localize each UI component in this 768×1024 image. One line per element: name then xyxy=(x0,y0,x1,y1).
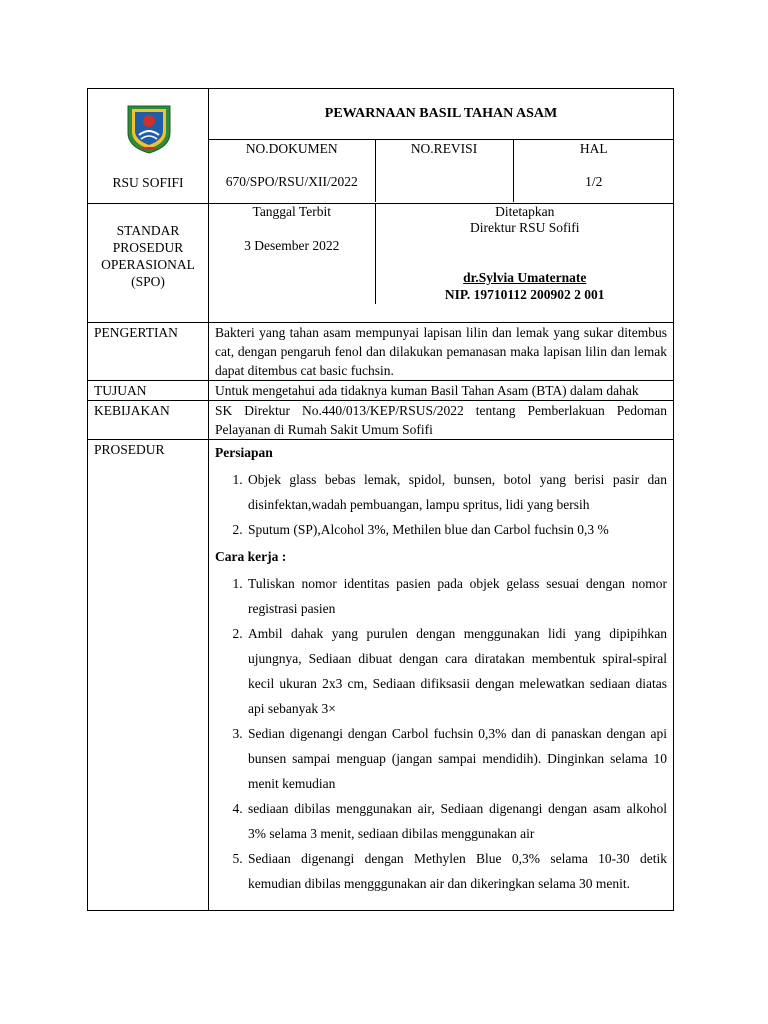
document-number-cell xyxy=(209,140,375,202)
revision-number-label: NO.REVISI xyxy=(410,141,478,156)
spo-label-line1: STANDAR xyxy=(116,223,180,238)
list-item: 1. Tuliskan nomor identitas pasien pada objek gelass sesuai dengan nomor registrasi pasien xyxy=(246,571,667,621)
document-number-label: NO.DOKUMEN xyxy=(245,141,338,156)
document-meta-table xyxy=(209,140,674,202)
issue-date-cell xyxy=(209,204,375,304)
hospital-name: RSU SOFIFI xyxy=(112,175,184,190)
approver-nip: NIP. 19710112 200902 2 001 xyxy=(444,287,605,302)
approval-line1: Ditetapkan xyxy=(495,204,555,219)
page-number-label: HAL xyxy=(579,141,608,156)
page-number-cell xyxy=(513,140,674,202)
spo-document-table xyxy=(87,88,674,911)
tujuan-label: TUJUAN xyxy=(88,381,209,401)
prosedur-label: PROSEDUR xyxy=(88,440,209,911)
list-item: 3. Sedian digenangi dengan Carbol fuchsin 0,3% dan di panaskan dengan api bunsen sampai menguap (jangan sampai mendidih). Dinginkan selama 10 menit kemudian xyxy=(246,721,667,796)
tujuan-text: Untuk mengetahui ada tidaknya kuman Basil Tahan Asam (BTA) dalam dahak xyxy=(209,381,674,401)
hospital-logo-cell xyxy=(88,89,209,204)
approval-cell xyxy=(375,204,674,304)
document-number-value: 670/SPO/RSU/XII/2022 xyxy=(225,174,358,189)
page-number-value: 1/2 xyxy=(585,174,603,189)
issue-approval-cell xyxy=(209,204,674,323)
pengertian-text: Bakteri yang tahan asam mempunyai lapisan lilin dan lemak yang sukar ditembus cat, dengan pengaruh fenol dan dilakukan pemanasan maka lapisan lilin dan lemak dapat ditembus cat basic fuchsin. xyxy=(209,323,674,381)
spo-label-line4: (SPO) xyxy=(131,274,165,289)
approver-name: dr.Sylvia Umaternate xyxy=(463,270,587,285)
cara-kerja-title: Cara kerja : xyxy=(215,549,287,564)
list-item: 2. Ambil dahak yang purulen dengan menggunakan lidi yang dipipihkan ujungnya, Sediaan dibuat dengan cara diratakan membentuk spiral-spiral kecil ukuran 2x3 cm, Sediaan difiksasii dengan melewatkan sediaan diatas api sebanyak 3× xyxy=(246,621,667,721)
persiapan-title: Persiapan xyxy=(215,445,273,460)
cara-kerja-list xyxy=(215,571,667,896)
kebijakan-label: KEBIJAKAN xyxy=(88,401,209,440)
kebijakan-text: SK Direktur No.440/013/KEP/RSUS/2022 tentang Pemberlakuan Pedoman Pelayanan di Rumah Sakit Umum Sofifi xyxy=(209,401,674,440)
hospital-emblem-icon xyxy=(124,103,174,155)
list-item: 2. Sputum (SP),Alcohol 3%, Methilen blue dan Carbol fuchsin 0,3 % xyxy=(246,517,667,542)
approval-line2: Direktur RSU Sofifi xyxy=(470,220,580,235)
issue-date-label: Tanggal Terbit xyxy=(252,204,331,219)
list-item: 5. Sediaan digenangi dengan Methylen Blue 0,3% selama 10-30 detik kemudian dibilas mengggunakan air dan dikeringkan selama 30 menit. xyxy=(246,846,667,896)
issue-approval-table xyxy=(209,204,674,304)
issue-date-value: 3 Desember 2022 xyxy=(244,238,340,253)
spo-label-cell xyxy=(88,204,209,323)
document-title: PEWARNAAN BASIL TAHAN ASAM xyxy=(209,89,674,140)
document-meta-cell xyxy=(209,140,674,204)
list-item: 1. Objek glass bebas lemak, spidol, bunsen, botol yang berisi pasir dan disinfektan,wadah pembuangan, lampu spritus, lidi yang bersih xyxy=(246,467,667,517)
spo-label-line3: OPERASIONAL xyxy=(101,257,195,272)
spo-label-line2: PROSEDUR xyxy=(112,240,184,255)
revision-number-cell xyxy=(375,140,513,202)
persiapan-list xyxy=(215,467,667,542)
pengertian-label: PENGERTIAN xyxy=(88,323,209,381)
prosedur-content xyxy=(209,440,674,911)
list-item: 4. sediaan dibilas menggunakan air, Sediaan digenangi dengan asam alkohol 3% selama 3 menit, sediaan dibilas menggunakan air xyxy=(246,796,667,846)
